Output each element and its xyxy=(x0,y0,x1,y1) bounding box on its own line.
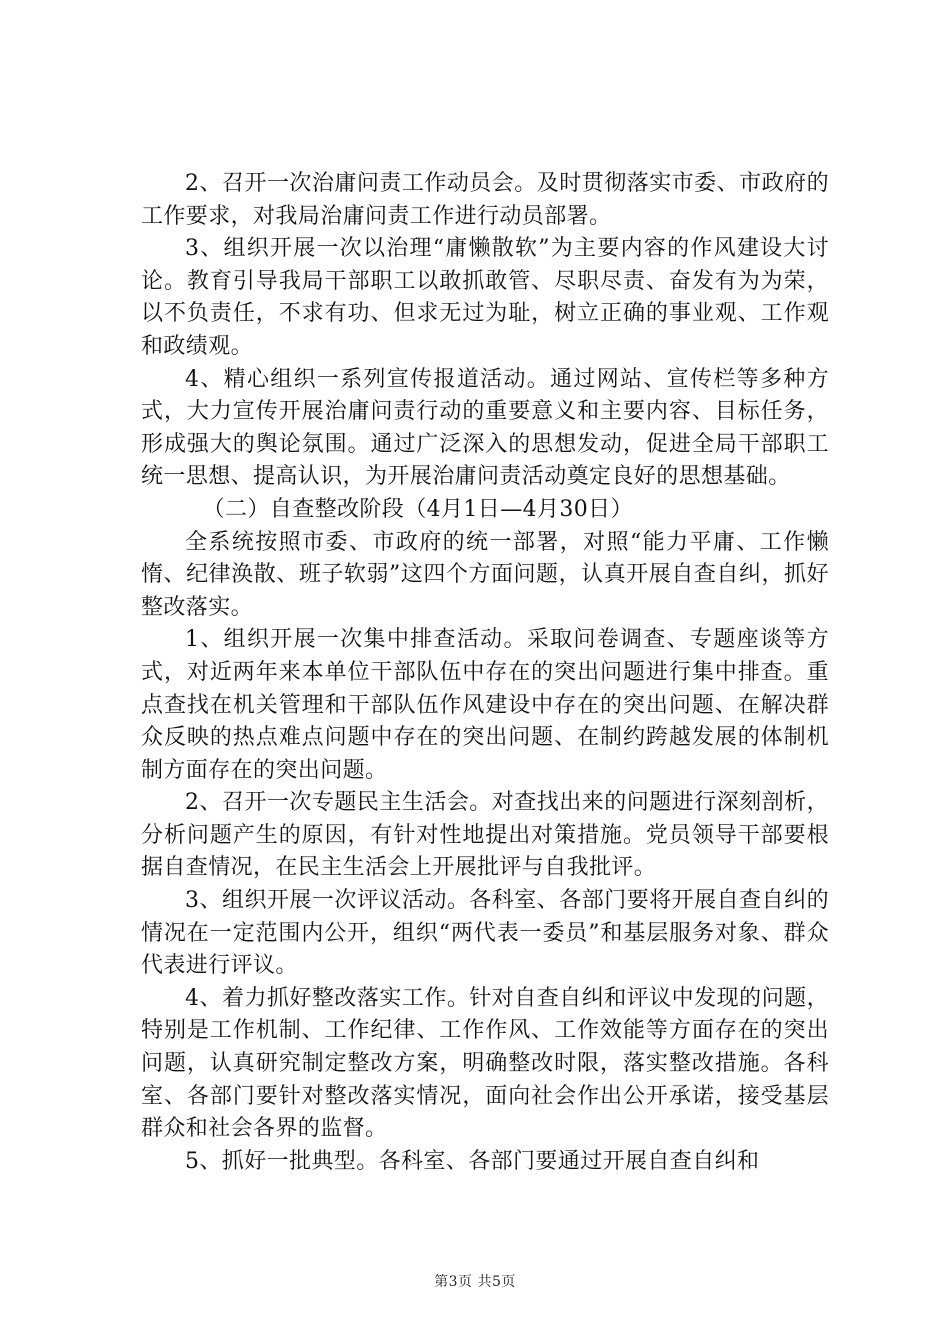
paragraph-evaluation: 3、组织开展一次评议活动。各科室、各部门要将开展自查自纠的情况在一定范围内公开，组织“两代表一委员”和基层服务对象、群众代表进行评议。 xyxy=(141,888,829,979)
paragraph-investigation: 1、组织开展一次集中排查活动。采取问卷调查、专题座谈等方式，对近两年来本单位干部队伍中存在的突出问题进行集中排查。重点查找在机关管理和干部队伍作风建设中存在的突出问题、在解决群众反映的热点难点问题中存在的突出问题、在制约跨越发展的体制机制方面存在的突出问题。 xyxy=(141,627,829,783)
paragraph-publicity: 4、精心组织一系列宣传报道活动。通过网站、宣传栏等多种方式，大力宣传开展治庸问责行动的重要意义和主要内容、目标任务，形成强大的舆论氛围。通过广泛深入的思想发动，促进全局干部职工统一思想、提高认识，为开展治庸问责活动奠定良好的思想基础。 xyxy=(141,366,829,490)
paragraph-democratic-meeting: 2、召开一次专题民主生活会。对查找出来的问题进行深刻剖析，分析问题产生的原因，有针对性地提出对策措施。党员领导干部要根据自查情况，在民主生活会上开展批评与自我批评。 xyxy=(141,790,829,881)
paragraph-style-discussion: 3、组织开展一次以治理“庸懒散软”为主要内容的作风建设大讨论。教育引导我局干部职工以敢抓敢管、尽职尽责、奋发有为为荣，以不负责任，不求有功、但求无过为耻，树立正确的事业观、工作观和政绩观。 xyxy=(141,236,829,359)
paragraph-self-inspection-intro: 全系统按照市委、市政府的统一部署，对照“能力平庸、工作懒惰、纪律涣散、班子软弱”这四个方面问题，认真开展自查自纠，抓好整改落实。 xyxy=(141,529,829,620)
document-body xyxy=(141,168,829,1178)
section-heading-self-inspection: （二）自查整改阶段（4月1日—4月30日） xyxy=(202,496,633,522)
page-number-footer: 第3页 共5页 xyxy=(434,1274,516,1290)
paragraph-mobilization-meeting: 2、召开一次治庸问责工作动员会。及时贯彻落实市委、市政府的工作要求，对我局治庸问责工作进行动员部署。 xyxy=(141,171,829,229)
paragraph-typical-examples: 5、抓好一批典型。各科室、各部门要通过开展自查自纠和 xyxy=(185,1148,760,1174)
paragraph-rectification: 4、着力抓好整改落实工作。针对自查自纠和评议中发现的问题，特别是工作机制、工作纪律、工作作风、工作效能等方面存在的突出问题，认真研究制定整改方案，明确整改时限，落实整改措施。各科室、各部门要针对整改落实情况，面向社会作出公开承诺，接受基层群众和社会各界的监督。 xyxy=(141,985,829,1142)
